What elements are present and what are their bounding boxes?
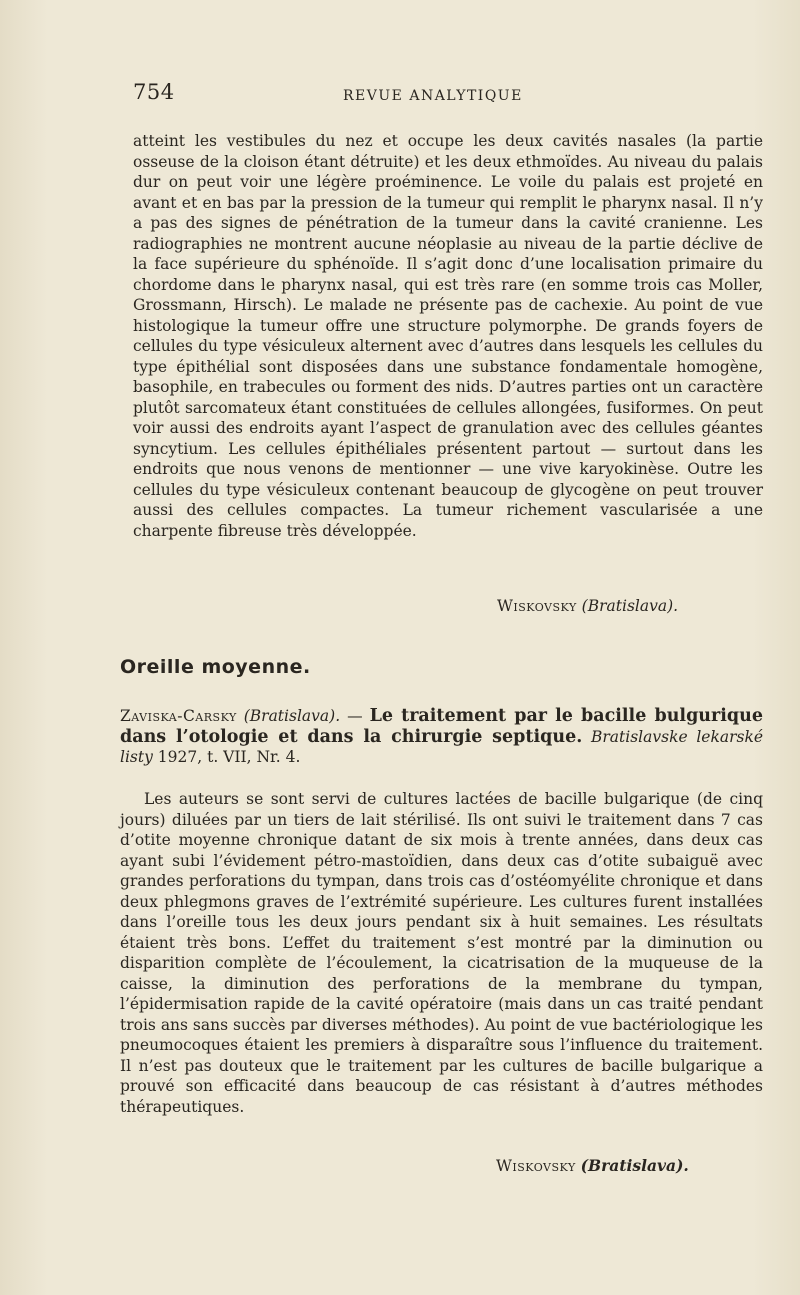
signature-name: Wiskovsky <box>497 597 577 615</box>
article-2-body: Les auteurs se sont servi de cultures lactées de bacille bulgarique (de cinq jours) diluées par un tiers de lait stérilisé. Ils ont suivi le traitement dans 7 cas d’otite moyenne chronique datant de six mois à trente années, dans deux cas ayant subi l’évidement pétro-mastoïdien, dans deux cas d’otite subaiguë avec grandes perforations du tympan, dans trois cas d’ostéomyélite chronique et dans deux phlegmons graves de l’extrémité supérieure. Les cultures furent installées dans l’oreille tous les deux jours pendant six à huit semaines. Les résultats étaient très bons. L’effet du traitement s’est montré par la diminution ou disparition complète de l’écoulement, la cicatrisation de la muqueuse de la caisse, la diminution des perforations de la membrane du tympan, l’épidermisation rapide de la cavité opératoire (mais dans un cas traité pendant trois ans sans succès par diverses méthodes). Au point de vue bactériologique les pneumocoques étaient les premiers à disparaître sous l’influence du traitement. Il n’est pas douteux que le traitement par les cultures de bacille bulgarique a prouvé son efficacité dans beaucoup de cas résistant à d’autres méthodes thérapeutiques. <box>120 790 763 1116</box>
citation-dash: — <box>347 707 363 725</box>
signature-place: (Bratislava). <box>581 597 679 615</box>
citation-author: Zaviska-Carsky <box>120 707 237 725</box>
page-header <box>133 80 763 110</box>
section-heading: Oreille moyenne. <box>120 656 311 678</box>
citation-title: Le traitement par le bacille bulgurique dans l’otologie et dans la chirurgie septique. <box>120 706 763 747</box>
article-1-signature <box>497 596 678 616</box>
article-2-signature <box>496 1156 689 1176</box>
page-number: 754 <box>133 80 175 104</box>
citation-journal: Bratislavske lekarské listy <box>120 727 764 766</box>
running-head: REVUE ANALYTIQUE <box>343 88 523 104</box>
citation-author-place: (Bratislava). <box>243 707 341 725</box>
signature-name: Wiskovsky <box>496 1157 576 1175</box>
article-1-body: atteint les vestibules du nez et occupe les deux cavités nasales (la partie osseuse de la cloison étant détruite) et les deux ethmoïdes. Au niveau du palais dur on peut voir une légère proéminence. Le voile du palais est projeté en avant et en bas par la pression de la tumeur qui remplit le pharynx nasal. Il n’y a pas des signes de pénétration de la tumeur dans la cavité cranienne. Les radiographies ne montrent aucune néoplasie au niveau de la partie déclive de la face supérieure du sphénoïde. Il s’agit donc d’une localisation primaire du chordome dans le pharynx nasal, qui est très rare (en somme trois cas Moller, Grossmann, Hirsch). Le malade ne présente pas de cachexie. Au point de vue histologique la tumeur offre une structure polymorphe. De grands foyers de cellules du type vésiculeux alternent avec d’autres dans lesquels les cellules du type épithélial sont disposées dans une substance fondamentale homogène, basophile, en trabecules ou forment des nids. D’autres parties ont un caractère plutôt sarcomateux étant constituées de cellules allongées, fusiformes. On peut voir aussi des endroits ayant l’aspect de granulation avec des cellules géantes syncytium. Les cellules épithéliales présentent partout — surtout dans les endroits que nous venons de mentionner — une vive karyokinèse. Outre les cellules du type vésiculeux contenant beaucoup de glycogène on peut trouver aussi des cellules compactes. La tumeur richement vascularisée a une charpente fibreuse très développée. <box>133 132 763 540</box>
article-2-citation <box>120 706 763 768</box>
signature-place: (Bratislava). <box>580 1156 689 1175</box>
citation-reference: 1927, t. VII, Nr. 4. <box>157 748 301 766</box>
